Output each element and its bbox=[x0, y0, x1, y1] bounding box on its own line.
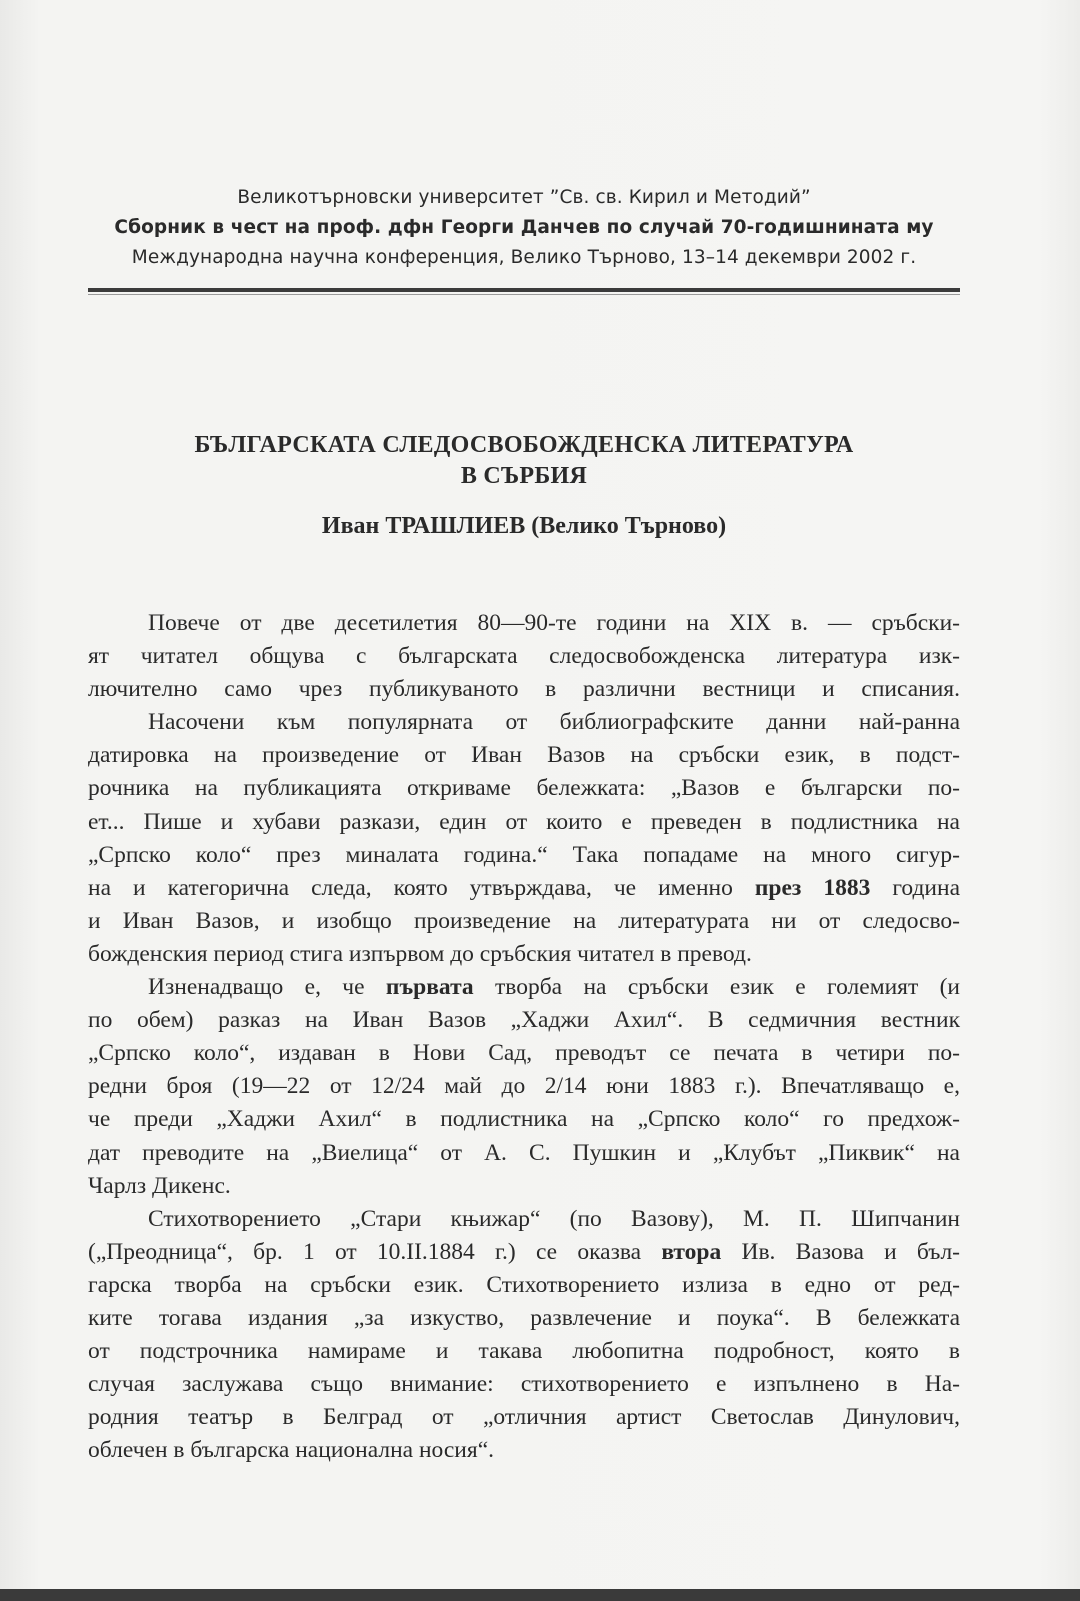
text-segment: Изненадващо е, че bbox=[148, 974, 365, 1001]
text-line: и Иван Вазов, и изобщо произведение на литературата ни от следосво- bbox=[88, 907, 960, 934]
emphasis-text: втора bbox=[661, 1238, 722, 1265]
header-rule-thin bbox=[88, 294, 960, 295]
article-author: Иван ТРАШЛИЕВ (Велико Търново) bbox=[321, 513, 727, 539]
text-line: гарска творба на сръбски език. Стихотворението излиза в едно от ред- bbox=[88, 1271, 960, 1298]
text-segment: („Преодница“, бр. 1 от 10.II.1884 г.) се оказва bbox=[88, 1238, 642, 1265]
text-line: Насочени към популярната от библиографските данни най-ранна bbox=[148, 709, 960, 736]
text-line: от подстрочника намираме и такава любопитна подробност, която в bbox=[88, 1338, 960, 1365]
article-body bbox=[88, 607, 960, 1467]
text-line: облечен в българска национална носия“. bbox=[88, 1437, 494, 1464]
text-segment: на и категорична следа, която утвърждава, че именно bbox=[88, 874, 733, 901]
text-line: Чарлз Дикенс. bbox=[88, 1172, 231, 1199]
article-title bbox=[88, 430, 960, 492]
text-line: божденския период стига изпървом до сръбския читател в превод. bbox=[88, 940, 752, 967]
text-line bbox=[88, 872, 960, 905]
article-title-line-2: В СЪРБИЯ bbox=[460, 463, 588, 489]
emphasis-text: през 1883 bbox=[754, 874, 871, 901]
emphasis-text: първата bbox=[385, 974, 474, 1001]
text-line: „Српско коло“ през миналата година.“ Така попадаме на много сигур- bbox=[88, 841, 960, 868]
text-line: ките тогава издания „за изкуство, развлечение и поука“. В бележката bbox=[88, 1304, 960, 1331]
text-line: ят читател общува с българската следосвобожденска литература изк- bbox=[88, 643, 960, 670]
text-line: редни броя (19—22 от 12/24 май до 2/14 юни 1883 г.). Впечатляващо е, bbox=[88, 1073, 960, 1100]
article-title-line-1: БЪЛГАРСКАТА СЛЕДОСВОБОЖДЕНСКА ЛИТЕРАТУРА bbox=[194, 432, 854, 458]
text-line: по обем) разказ на Иван Вазов „Хаджи Ахил“. В седмичния вестник bbox=[88, 1007, 960, 1034]
text-segment: творба на сръбски език е големият (и bbox=[473, 974, 960, 1001]
text-line: дат преводите на „Виелица“ от А. С. Пушкин и „Клубът „Пиквик“ на bbox=[88, 1139, 960, 1166]
text-line: рочника на публикацията откриваме бележката: „Вазов е български по- bbox=[88, 775, 960, 802]
text-line: „Српско коло“, издаван в Нови Сад, преводът се печата в четири по- bbox=[88, 1040, 960, 1067]
text-segment: година bbox=[870, 874, 961, 901]
collection-title: Сборник в чест на проф. дфн Георги Данчев по случай 70-годишнината му bbox=[114, 217, 934, 238]
text-line: родния театър в Белград от „отличния артист Светослав Динулович, bbox=[88, 1404, 960, 1431]
scan-edge bbox=[0, 1589, 1080, 1601]
text-line bbox=[88, 1236, 960, 1269]
text-segment: Ив. Вазова и бъл- bbox=[721, 1238, 961, 1265]
conference-line: Международна научна конференция, Велико Търново, 13–14 декември 2002 г. bbox=[131, 247, 917, 268]
journal-header bbox=[88, 183, 960, 273]
text-line: случая заслужава също внимание: стихотворението е изпълнено в На- bbox=[88, 1371, 960, 1398]
text-line: Стихотворението „Стари књижар“ (по Вазову), М. П. Шипчанин bbox=[148, 1205, 960, 1232]
text-line: лючително само чрез публикуваното в различни вестници и списания. bbox=[88, 676, 960, 703]
university-line: Великотърновски университет ”Св. св. Кирил и Методий” bbox=[237, 187, 811, 208]
text-line: Повече от две десетилетия 80—90-те години на XIX в. — сръбски- bbox=[148, 610, 960, 636]
text-line bbox=[88, 971, 960, 1004]
text-line: че преди „Хаджи Ахил“ в подлистника на „Српско коло“ го предхож- bbox=[88, 1106, 960, 1133]
header-rule bbox=[88, 288, 960, 292]
text-line: ет... Пише и хубави разкази, един от които е преведен в подлистника на bbox=[88, 808, 960, 835]
text-line: датировка на произведение от Иван Вазов на сръбски език, в подст- bbox=[88, 742, 960, 769]
